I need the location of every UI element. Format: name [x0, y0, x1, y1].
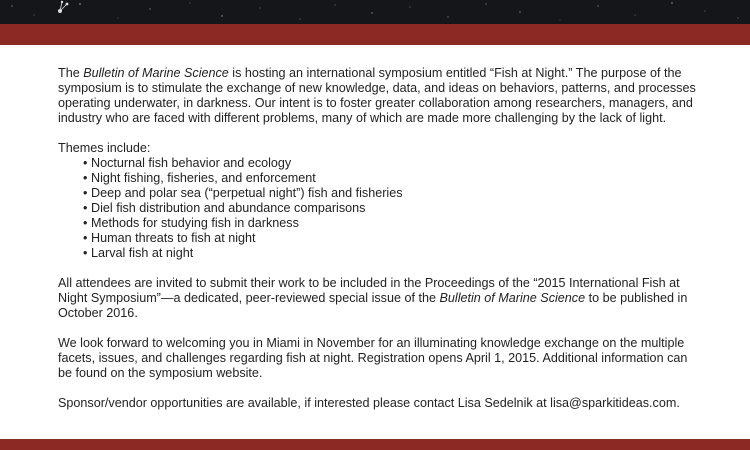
theme-label: Human threats to fish at night	[91, 231, 256, 245]
bullet-icon: •	[83, 216, 88, 230]
list-item	[83, 171, 698, 186]
bullet-icon: •	[83, 246, 88, 260]
list-item	[83, 246, 698, 261]
announcement-body	[58, 66, 698, 426]
theme-label: Larval fish at night	[91, 246, 194, 260]
bullet-icon: •	[83, 156, 88, 170]
list-item	[83, 231, 698, 246]
stars-decoration	[0, 0, 750, 24]
bullet-icon: •	[83, 201, 88, 215]
intro-text: is hosting an international symposium entitled “Fish at Night.” The purpose of the symposium is to stimulate the exchange of new knowledge, data, and ideas on behaviors, patterns, and processes operating underwater, in darkness. Our intent is to foster greater collaboration among researchers, managers, and industry who are faced with different problems, many of which are made more challenging by the lack of light.	[58, 66, 696, 125]
proceedings-paragraph	[58, 276, 698, 321]
bullet-icon: •	[83, 171, 88, 185]
theme-label: Diel fish distribution and abundance comparisons	[91, 201, 366, 215]
theme-label: Deep and polar sea (“perpetual night”) fish and fisheries	[91, 186, 403, 200]
list-item	[83, 156, 698, 171]
intro-prefix: The	[58, 66, 84, 80]
themes-heading: Themes include:	[58, 141, 151, 155]
proceedings-prefix: All attendees are invited to submit their work to be included in the Proceedings of the “2015 International Fish at Night Symposium”—a dedicated, peer-reviewed special issue of the	[58, 276, 680, 305]
welcome-paragraph: We look forward to welcoming you in Miami in November for an illuminating knowledge exchange on the multiple facets, issues, and challenges regarding fish at night. Registration opens April 1, 2015. Additional information can be found on the symposium website.	[58, 336, 688, 380]
bottom-accent-band	[0, 439, 750, 450]
bullet-icon: •	[83, 186, 88, 200]
journal-name: Bulletin of Marine Science	[83, 66, 229, 80]
themes-list	[58, 156, 698, 261]
theme-label: Night fishing, fisheries, and enforcement	[91, 171, 316, 185]
list-item	[83, 186, 698, 201]
journal-name: Bulletin of Marine Science	[439, 291, 586, 305]
night-sky-banner	[0, 0, 750, 24]
proceedings-suffix: to be published in October 2016.	[58, 291, 688, 320]
theme-label: Methods for studying fish in darkness	[91, 216, 299, 230]
bullet-icon: •	[83, 231, 88, 245]
list-item	[83, 201, 698, 216]
list-item	[83, 216, 698, 231]
top-accent-band	[0, 24, 750, 45]
intro-paragraph	[58, 66, 698, 126]
theme-label: Nocturnal fish behavior and ecology	[91, 156, 292, 170]
sponsor-paragraph: Sponsor/vendor opportunities are available, if interested please contact Lisa Sedelnik at lisa@sparkitideas.com.	[58, 396, 680, 410]
